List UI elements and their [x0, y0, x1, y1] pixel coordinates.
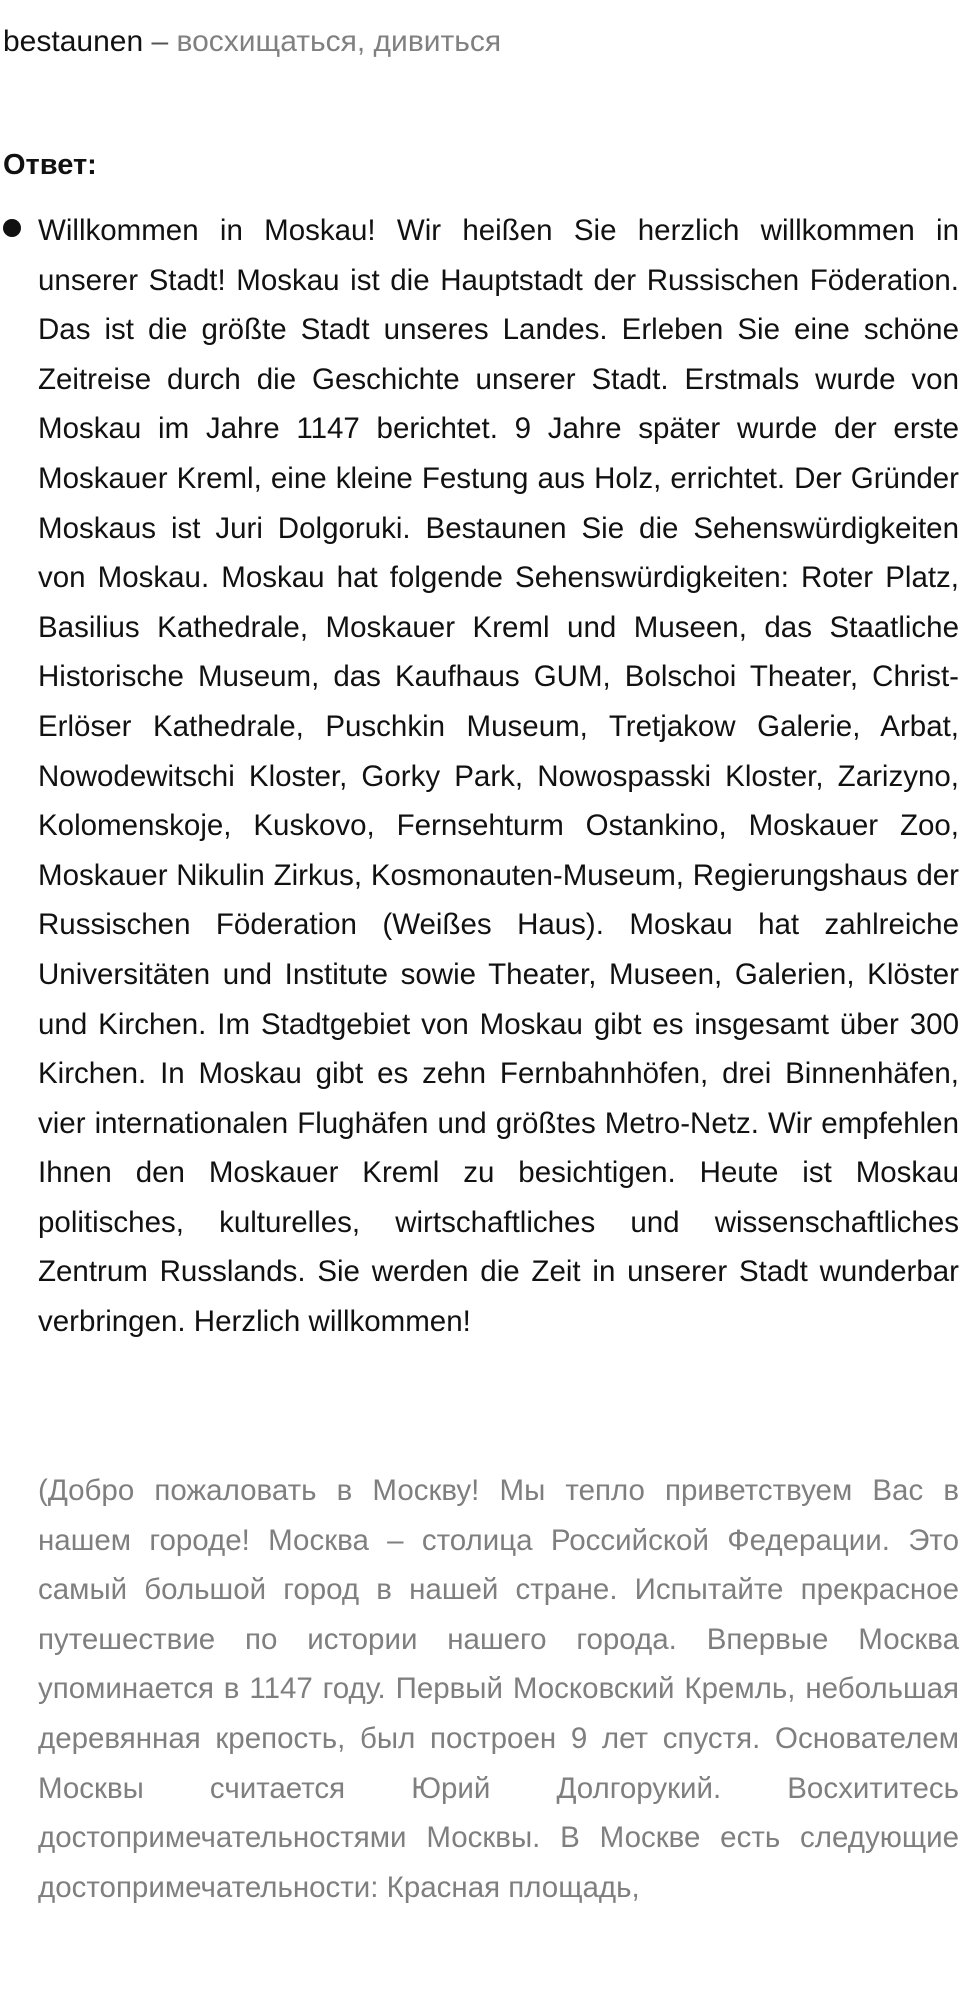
vocab-dash: – [151, 25, 169, 58]
bullet-icon [3, 219, 21, 237]
answer-label: Ответ: [3, 149, 97, 181]
vocab-translation: восхищаться, дивиться [176, 25, 502, 58]
vocab-word: bestaunen [3, 25, 144, 58]
russian-translation-text: (Добро пожаловать в Москву! Мы тепло приветствуем Вас в нашем городе! Москва – столица Российской Федерации. Это самый большой город в нашей стране. Испытайте прекрасное путешествие по истории нашего города. Впервые Москва упоминается в 1147 году. Первый Московский Кремль, небольшая деревянная крепость, был построен 9 лет спустя. Основателем Москвы считается Юрий Долгорукий. Восхититесь достопримечательностями Москвы. В Москве есть следующие достопримечательности: Красная площадь, [38, 1474, 959, 1904]
german-answer-text: Willkommen in Moskau! Wir heißen Sie herzlich willkommen in unserer Stadt! Moskau ist die Hauptstadt der Russischen Föderation. Das ist die größte Stadt unseres Landes. Erleben Sie eine schöne Zeitreise durch die Geschichte unserer Stadt. Erstmals wurde von Moskau im Jahre 1147 berichtet. 9 Jahre später wurde der erste Moskauer Kreml, eine kleine Festung aus Holz, errichtet. Der Gründer Moskaus ist Juri Dolgoruki. Bestaunen Sie die Sehenswürdigkeiten von Moskau. Moskau hat folgende Sehenswürdigkeiten: Roter Platz, Basilius Kathedrale, Moskauer Kreml und Museen, das Staatliche Historische Museum, das Kaufhaus GUM, Bolschoi Theater, Christ-Erlöser Kathedrale, Puschkin Museum, Tretjakow Galerie, Arbat, Nowodewitschi Kloster, Gorky Park, Nowospasski Kloster, Zarizyno, Kolomenskoje, Kuskovo, Fernsehturm Ostankino, Moskauer Zoo, Moskauer Nikulin Zirkus, Kosmonauten-Museum, Regierungshaus der Russischen Föderation (Weißes Haus). Moskau hat zahlreiche Universitäten und Institute sowie Theater, Museen, Galerien, Klöster und Kirchen. Im Stadtgebiet von Moskau gibt es insgesamt über 300 Kirchen. In Moskau gibt es zehn Fernbahnhöfen, drei Binnenhäfen, vier internationalen Flughäfen und größtes Metro-Netz. Wir empfehlen Ihnen den Moskauer Kreml zu besichtigen. Heute ist Moskau politisches, kulturelles, wirtschaftliches und wissenschaftliches Zentrum Russlands. Sie werden die Zeit in unserer Stadt wunderbar verbringen. Herzlich willkommen! [38, 214, 959, 1339]
vocab-entry [3, 22, 501, 62]
